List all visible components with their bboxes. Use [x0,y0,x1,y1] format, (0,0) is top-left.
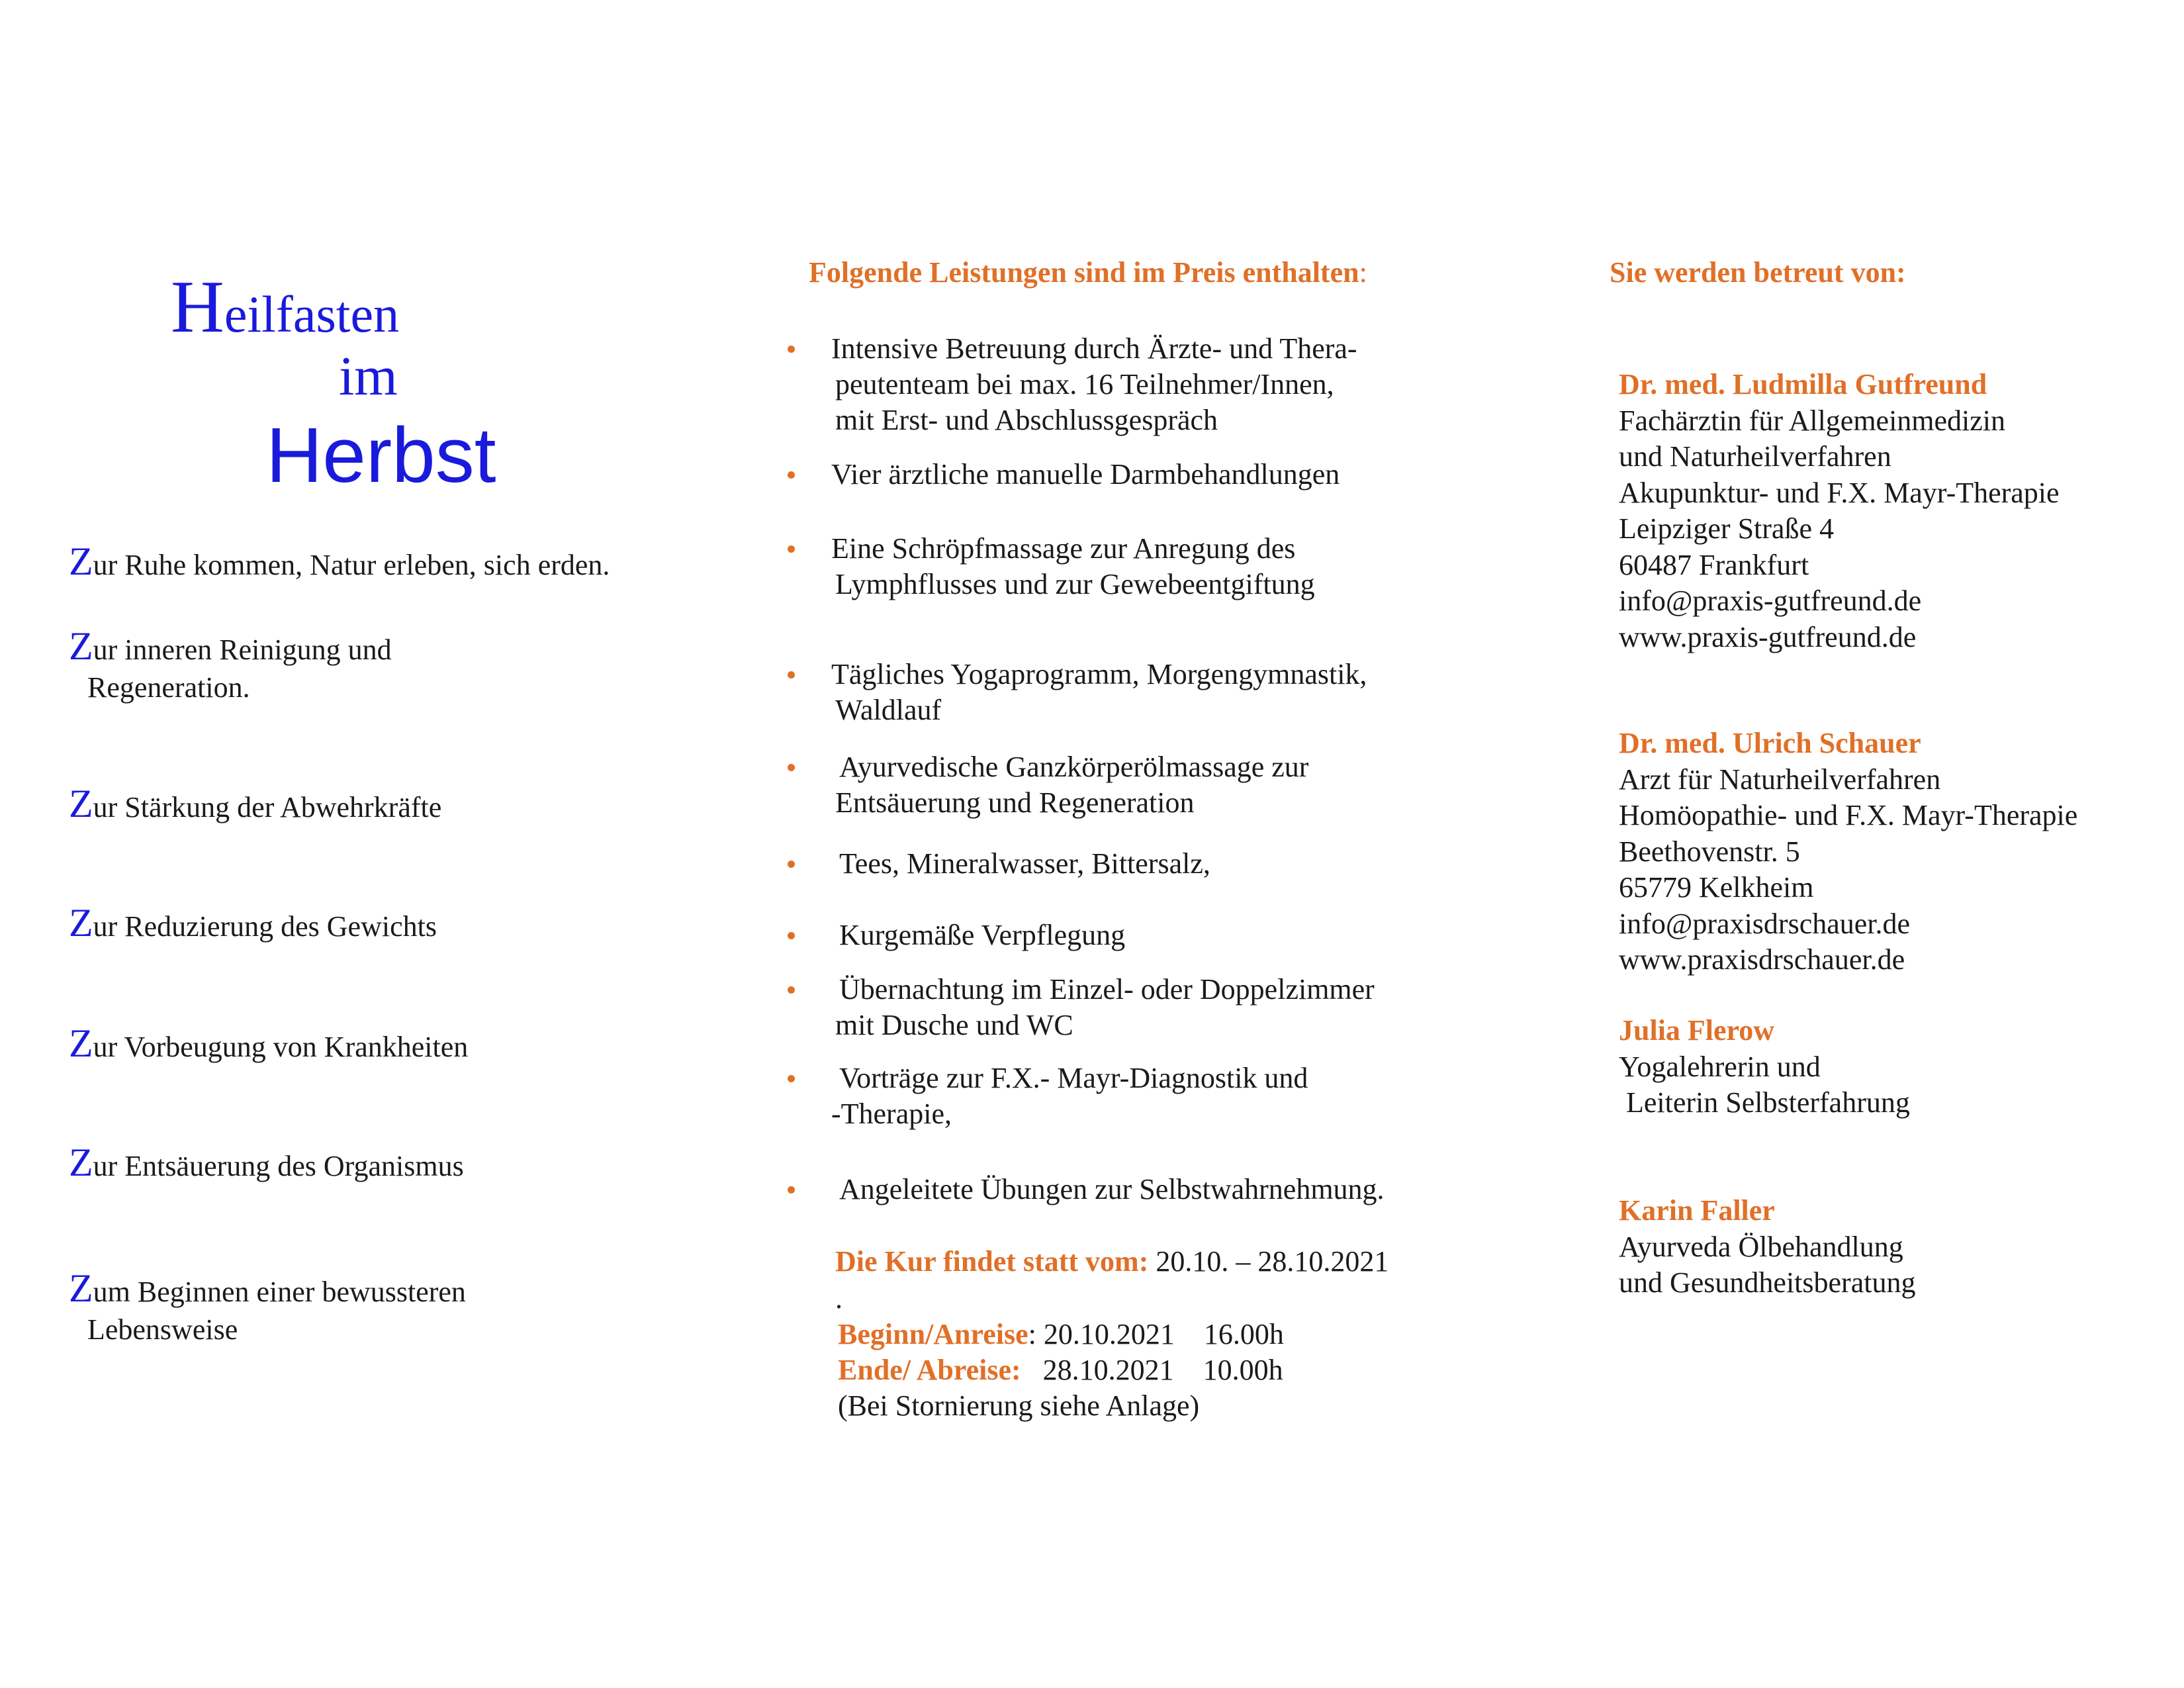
bullet-icon [788,1075,795,1082]
z-text: ur inneren Reinigung und [93,633,392,666]
z-text: ur Ruhe kommen, Natur erleben, sich erden. [93,549,610,581]
z-text: ur Stärkung der Abwehrkräfte [93,791,442,823]
service-line: Eine Schröpfmassage zur Anregung des [831,532,1296,565]
kur-end [838,1353,1283,1387]
z-item-4 [69,901,437,945]
service-line: Übernachtung im Einzel- oder Doppelzimmer [839,973,1375,1006]
person-name: Dr. med. Ludmilla Gutfreund [1619,368,1987,400]
z-initial: Z [69,901,93,945]
kur-label: Die Kur findet statt vom: [835,1245,1149,1278]
kur-end-value: 28.10.2021 10.00h [1021,1354,1283,1386]
z-item-6 [69,1141,464,1185]
person-name: Julia Flerow [1619,1014,1775,1047]
title-line-2: im [339,346,398,407]
person-line: Arzt für Naturheilverfahren [1619,763,1941,796]
service-line: -Therapie, [831,1098,952,1130]
title-line-3: Herbst [266,412,496,499]
bullet-icon [788,671,795,679]
service-line: Angeleitete Übungen zur Selbstwahrnehmung. [839,1173,1385,1205]
z-initial: Z [69,539,93,583]
service-line: Intensive Betreuung durch Ärzte- und Thera- [831,332,1357,365]
staff-person [1619,1193,1915,1301]
person-line: Fachärztin für Allgemeinmedizin [1619,404,2006,437]
person-name: Karin Faller [1619,1194,1775,1227]
title-initial: H [171,266,224,348]
service-line: Entsäuerung und Regeneration [835,786,1195,819]
person-line: Leiterin Selbsterfahrung [1619,1086,1910,1119]
person-line: Beethovenstr. 5 [1619,835,1800,868]
person-line: Ayurveda Ölbehandlung [1619,1230,1903,1263]
service-line: Waldlauf [835,694,942,726]
service-line: mit Dusche und WC [835,1009,1073,1041]
person-line: Yogalehrerin und [1619,1050,1821,1083]
service-line: Lymphflusses und zur Gewebeentgiftung [835,568,1315,600]
staff-heading: Sie werden betreut von: [1610,256,1906,289]
person-website[interactable]: www.praxisdrschauer.de [1619,943,1905,976]
bullet-icon [788,932,795,939]
bullet-icon [788,471,795,479]
kur-dates-value: 20.10. – 28.10.2021 [1148,1245,1389,1278]
service-line: Vier ärztliche manuelle Darmbehandlungen [831,458,1340,491]
person-email[interactable]: info@praxis-gutfreund.de [1619,585,1922,617]
bullet-icon [788,861,795,868]
service-line: Ayurvedische Ganzkörperölmassage zur [839,751,1309,783]
z-initial: Z [69,1141,93,1184]
staff-person [1619,367,2060,655]
service-line: peutenteam bei max. 16 Teilnehmer/Innen, [835,368,1334,400]
person-line: Leipziger Straße 4 [1619,512,1834,545]
z-text-cont: Lebensweise [87,1313,238,1346]
services-heading [809,256,1367,289]
z-item-7 [69,1266,466,1348]
z-text: ur Entsäuerung des Organismus [93,1150,464,1182]
person-email[interactable]: info@praxisdrschauer.de [1619,907,1911,940]
z-text-cont: Regeneration. [87,671,250,704]
service-line: Kurgemäße Verpflegung [839,919,1126,951]
staff-person [1619,1013,1910,1121]
kur-note: (Bei Stornierung siehe Anlage) [838,1389,1200,1422]
bullet-icon [788,346,795,353]
z-text: um Beginnen einer bewussteren [93,1276,466,1308]
services-heading-colon: : [1359,256,1367,289]
person-line: Akupunktur- und F.X. Mayr-Therapie [1619,476,2060,509]
bullet-icon [788,764,795,771]
title-rest: eilfasten [224,285,400,343]
bullet-icon [788,1186,795,1194]
bullet-icon [788,986,795,994]
person-line: 65779 Kelkheim [1619,871,1814,904]
bullet-icon [788,545,795,553]
service-line: Tägliches Yogaprogramm, Morgengymnastik, [831,658,1367,690]
service-line: Tees, Mineralwasser, Bittersalz, [839,847,1210,880]
person-website[interactable]: www.praxis-gutfreund.de [1619,620,1917,653]
person-line: Homöopathie- und F.X. Mayr-Therapie [1619,799,2078,831]
z-text: ur Reduzierung des Gewichts [93,910,437,943]
kur-begin [838,1317,1284,1351]
z-item-2 [69,624,392,706]
service-line: Vorträge zur F.X.- Mayr-Diagnostik und [839,1062,1308,1094]
z-initial: Z [69,1266,93,1310]
person-line: 60487 Frankfurt [1619,548,1809,581]
person-line: und Naturheilverfahren [1619,440,1891,473]
kur-dot: . [835,1282,842,1315]
person-name: Dr. med. Ulrich Schauer [1619,727,1921,759]
z-item-5 [69,1021,469,1066]
z-initial: Z [69,624,93,668]
staff-person [1619,726,2077,978]
person-line: und Gesundheitsberatung [1619,1266,1916,1299]
service-line: mit Erst- und Abschlussgespräch [835,404,1218,436]
z-item-3 [69,782,442,826]
kur-begin-value: : 20.10.2021 16.00h [1028,1318,1284,1350]
z-initial: Z [69,1021,93,1065]
kur-dates [835,1244,1388,1278]
services-heading-text: Folgende Leistungen sind im Preis enthalten [809,256,1359,289]
z-item-1 [69,539,610,584]
kur-begin-label: Beginn/Anreise [838,1318,1028,1350]
title-line-1 [171,265,399,350]
z-text: ur Vorbeugung von Krankheiten [93,1031,469,1063]
kur-end-label: Ende/ Abreise: [838,1354,1021,1386]
z-initial: Z [69,782,93,825]
